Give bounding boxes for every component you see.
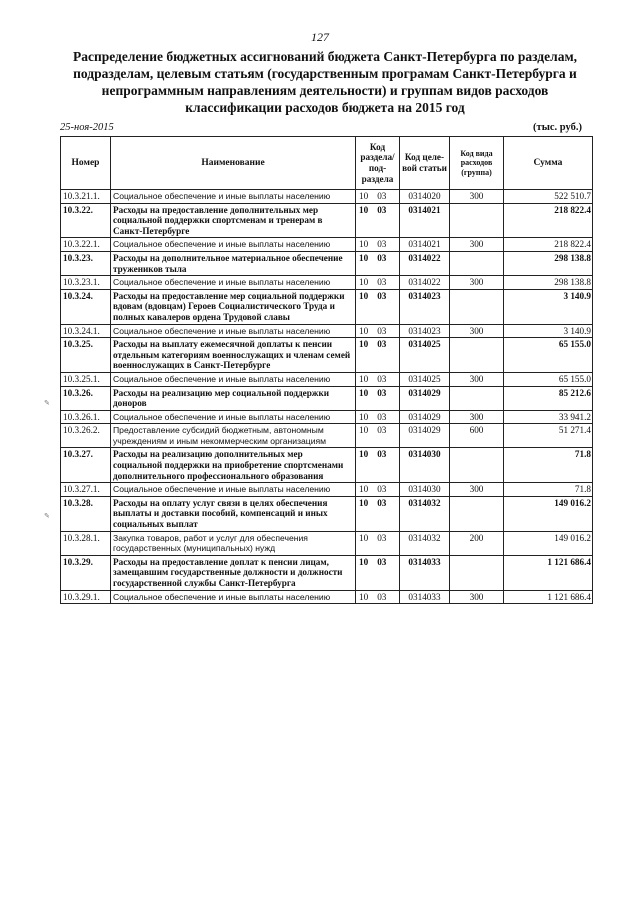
- row-expense-type-code: 300: [450, 483, 504, 497]
- row-number: 10.3.26.: [61, 386, 111, 410]
- row-section-code: [356, 190, 400, 204]
- row-name: Расходы на предоставление дополнительных мер социальной поддержки спортсменам и тренерам в Санкт-Петербурге: [111, 203, 356, 238]
- row-section-code: [356, 410, 400, 424]
- row-target-code: 0314032: [400, 531, 450, 555]
- row-expense-type-code: 300: [450, 190, 504, 204]
- table-row: [61, 424, 593, 448]
- row-section-code: [356, 338, 400, 373]
- row-target-code: 0314022: [400, 276, 450, 290]
- row-number: 10.3.21.1.: [61, 190, 111, 204]
- row-name: Социальное обеспечение и иные выплаты населению: [111, 276, 356, 290]
- section-code: 10: [359, 325, 369, 336]
- page-number: 127: [311, 30, 329, 44]
- row-number: 10.3.24.1.: [61, 324, 111, 338]
- row-expense-type-code: [450, 251, 504, 275]
- row-expense-type-code: [450, 338, 504, 373]
- row-sum: 3 140.9: [504, 289, 593, 324]
- row-number: 10.3.22.: [61, 203, 111, 238]
- row-name: Закупка товаров, работ и услуг для обеспечения государственных (муниципальных) нужд: [111, 531, 356, 555]
- subsection-code: 03: [377, 191, 387, 201]
- section-code: 10: [359, 556, 369, 567]
- row-name: Расходы на реализацию мер социальной поддержки доноров: [111, 386, 356, 410]
- table-row: [61, 324, 593, 338]
- row-target-code: 0314030: [400, 448, 450, 483]
- subsection-code: 03: [377, 591, 387, 602]
- row-target-code: 0314033: [400, 555, 450, 590]
- section-code: 10: [359, 252, 369, 263]
- table-row: [61, 555, 593, 590]
- row-target-code: 0314021: [400, 203, 450, 238]
- table-row: [61, 386, 593, 410]
- row-number: 10.3.28.: [61, 496, 111, 531]
- section-code: 10: [359, 497, 369, 508]
- row-name: Расходы на предоставление мер социальной поддержки вдовам (вдовцам) Героев Социалистического Труда и полных кавалеров ордена Трудовой славы: [111, 289, 356, 324]
- header-sum: Сумма: [504, 137, 593, 190]
- row-expense-type-code: 300: [450, 238, 504, 252]
- table-row: [61, 590, 593, 604]
- row-section-code: [356, 531, 400, 555]
- row-expense-type-code: 600: [450, 424, 504, 448]
- table-row: [61, 251, 593, 275]
- row-expense-type-code: 300: [450, 410, 504, 424]
- row-sum: 3 140.9: [504, 324, 593, 338]
- row-name: Социальное обеспечение и иные выплаты населению: [111, 324, 356, 338]
- row-sum: 33 941.2: [504, 410, 593, 424]
- row-expense-type-code: [450, 496, 504, 531]
- section-code: 10: [359, 191, 369, 201]
- table-row: [61, 531, 593, 555]
- row-sum: 71.8: [504, 448, 593, 483]
- row-expense-type-code: 300: [450, 372, 504, 386]
- row-name: Социальное обеспечение и иные выплаты населению: [111, 372, 356, 386]
- row-section-code: [356, 386, 400, 410]
- subsection-code: 03: [377, 290, 387, 301]
- section-code: 10: [359, 239, 369, 250]
- subsection-code: 03: [377, 484, 387, 495]
- subsection-code: 03: [377, 387, 387, 398]
- row-number: 10.3.27.1.: [61, 483, 111, 497]
- row-number: 10.3.26.2.: [61, 424, 111, 448]
- row-target-code: 0314020: [400, 190, 450, 204]
- table-row: [61, 338, 593, 373]
- row-sum: 218 822.4: [504, 238, 593, 252]
- subsection-code: 03: [377, 325, 387, 336]
- row-number: 10.3.23.: [61, 251, 111, 275]
- row-sum: 298 138.8: [504, 251, 593, 275]
- header-expense-type-code: Код вида расходов (группа): [450, 137, 504, 190]
- row-sum: 149 016.2: [504, 496, 593, 531]
- row-expense-type-code: 300: [450, 324, 504, 338]
- document-title: Распределение бюджетных ассигнований бюджета Санкт-Петербурга по разделам, подразделам, целевым статьям (государственным програмам Санкт-Петербурга и непрограммным направлениям деятельности) и группам видов расходов классификации расходов бюджета на 2015 год: [72, 49, 578, 115]
- row-name: Расходы на реализацию дополнительных мер социальной поддержки на приобретение спортсменами дополнительного профессионального образования: [111, 448, 356, 483]
- section-code: 10: [359, 411, 369, 422]
- row-expense-type-code: 300: [450, 276, 504, 290]
- row-section-code: [356, 372, 400, 386]
- row-sum: 522 510.7: [504, 190, 593, 204]
- row-target-code: 0314021: [400, 238, 450, 252]
- date-label: 25-ноя-2015: [60, 122, 114, 133]
- table-row: [61, 410, 593, 424]
- row-target-code: 0314032: [400, 496, 450, 531]
- table-row: [61, 190, 593, 204]
- header-section-code: Код раздела/ под- раздела: [356, 137, 400, 190]
- row-name: Расходы на предоставление доплат к пенсии лицам, замещавшим государственные должности и должности государственной службы Санкт-Петербурга: [111, 555, 356, 590]
- row-section-code: [356, 251, 400, 275]
- subsection-code: 03: [377, 239, 387, 250]
- subsection-code: 03: [377, 556, 387, 567]
- table-row: [61, 203, 593, 238]
- subsection-code: 03: [377, 425, 387, 436]
- row-target-code: 0314023: [400, 289, 450, 324]
- header-number: Номер: [61, 137, 111, 190]
- row-target-code: 0314029: [400, 410, 450, 424]
- table-row: [61, 372, 593, 386]
- row-name: Расходы на выплату ежемесячной доплаты к пенсии отдельным категориям военнослужащих и членам семей военнослужащих в Санкт-Петербурге: [111, 338, 356, 373]
- subsection-code: 03: [377, 252, 387, 263]
- section-code: 10: [359, 532, 369, 543]
- row-target-code: 0314029: [400, 424, 450, 448]
- row-name: Расходы на оплату услуг связи в целях обеспечения выплаты и доставки пособий, компенсаций и иных социальных выплат: [111, 496, 356, 531]
- subsection-code: 03: [377, 411, 387, 422]
- row-number: 10.3.26.1.: [61, 410, 111, 424]
- row-name: Социальное обеспечение и иные выплаты населению: [111, 410, 356, 424]
- row-expense-type-code: [450, 203, 504, 238]
- row-number: 10.3.24.: [61, 289, 111, 324]
- subsection-code: 03: [377, 204, 387, 215]
- row-name: Социальное обеспечение и иные выплаты населению: [111, 190, 356, 204]
- row-number: 10.3.25.1.: [61, 372, 111, 386]
- row-sum: 71.8: [504, 483, 593, 497]
- row-sum: 149 016.2: [504, 531, 593, 555]
- row-target-code: 0314029: [400, 386, 450, 410]
- row-sum: 85 212.6: [504, 386, 593, 410]
- subsection-code: 03: [377, 449, 387, 460]
- table-body: [61, 190, 593, 604]
- subsection-code: 03: [377, 532, 387, 543]
- subsection-code: 03: [377, 373, 387, 384]
- margin-mark: ✎: [44, 513, 50, 520]
- row-target-code: 0314022: [400, 251, 450, 275]
- margin-mark: ✎: [44, 400, 50, 407]
- section-code: 10: [359, 425, 369, 436]
- table-row: [61, 483, 593, 497]
- meta-row: [60, 122, 592, 136]
- row-name: Расходы на дополнительное материальное обеспечение тружеников тыла: [111, 251, 356, 275]
- section-code: 10: [359, 387, 369, 398]
- subsection-code: 03: [377, 339, 387, 350]
- row-section-code: [356, 496, 400, 531]
- section-code: 10: [359, 484, 369, 495]
- header-target-code: Код целе- вой статьи: [400, 137, 450, 190]
- row-target-code: 0314033: [400, 590, 450, 604]
- row-section-code: [356, 203, 400, 238]
- row-target-code: 0314025: [400, 372, 450, 386]
- subsection-code: 03: [377, 497, 387, 508]
- row-target-code: 0314025: [400, 338, 450, 373]
- row-number: 10.3.22.1.: [61, 238, 111, 252]
- section-code: 10: [359, 591, 369, 602]
- row-number: 10.3.25.: [61, 338, 111, 373]
- row-number: 10.3.27.: [61, 448, 111, 483]
- subsection-code: 03: [377, 277, 387, 288]
- row-sum: 218 822.4: [504, 203, 593, 238]
- row-sum: 51 271.4: [504, 424, 593, 448]
- budget-table: [60, 136, 593, 604]
- table-row: [61, 448, 593, 483]
- row-sum: 1 121 686.4: [504, 555, 593, 590]
- section-code: 10: [359, 449, 369, 460]
- table-row: [61, 289, 593, 324]
- row-expense-type-code: [450, 289, 504, 324]
- row-expense-type-code: 300: [450, 590, 504, 604]
- table-row: [61, 238, 593, 252]
- row-target-code: 0314023: [400, 324, 450, 338]
- row-expense-type-code: [450, 448, 504, 483]
- row-sum: 65 155.0: [504, 338, 593, 373]
- table-row: [61, 276, 593, 290]
- row-section-code: [356, 238, 400, 252]
- row-sum: 1 121 686.4: [504, 590, 593, 604]
- row-expense-type-code: [450, 555, 504, 590]
- units-label: (тыс. руб.): [533, 122, 582, 133]
- row-expense-type-code: 200: [450, 531, 504, 555]
- table-header-row: [61, 137, 593, 190]
- row-section-code: [356, 324, 400, 338]
- row-name: Предоставление субсидий бюджетным, автономным учреждениям и иным некоммерческим организациям: [111, 424, 356, 448]
- row-section-code: [356, 424, 400, 448]
- row-name: Социальное обеспечение и иные выплаты населению: [111, 483, 356, 497]
- row-number: 10.3.28.1.: [61, 531, 111, 555]
- row-section-code: [356, 276, 400, 290]
- row-target-code: 0314030: [400, 483, 450, 497]
- row-sum: 65 155.0: [504, 372, 593, 386]
- header-name: Наименование: [111, 137, 356, 190]
- row-section-code: [356, 555, 400, 590]
- row-section-code: [356, 483, 400, 497]
- section-code: 10: [359, 204, 369, 215]
- row-section-code: [356, 448, 400, 483]
- row-section-code: [356, 590, 400, 604]
- row-section-code: [356, 289, 400, 324]
- section-code: 10: [359, 277, 369, 288]
- row-number: 10.3.29.: [61, 555, 111, 590]
- table-row: [61, 496, 593, 531]
- section-code: 10: [359, 339, 369, 350]
- row-expense-type-code: [450, 386, 504, 410]
- row-number: 10.3.29.1.: [61, 590, 111, 604]
- row-name: Социальное обеспечение и иные выплаты населению: [111, 238, 356, 252]
- row-name: Социальное обеспечение и иные выплаты населению: [111, 590, 356, 604]
- section-code: 10: [359, 373, 369, 384]
- row-number: 10.3.23.1.: [61, 276, 111, 290]
- row-sum: 298 138.8: [504, 276, 593, 290]
- section-code: 10: [359, 290, 369, 301]
